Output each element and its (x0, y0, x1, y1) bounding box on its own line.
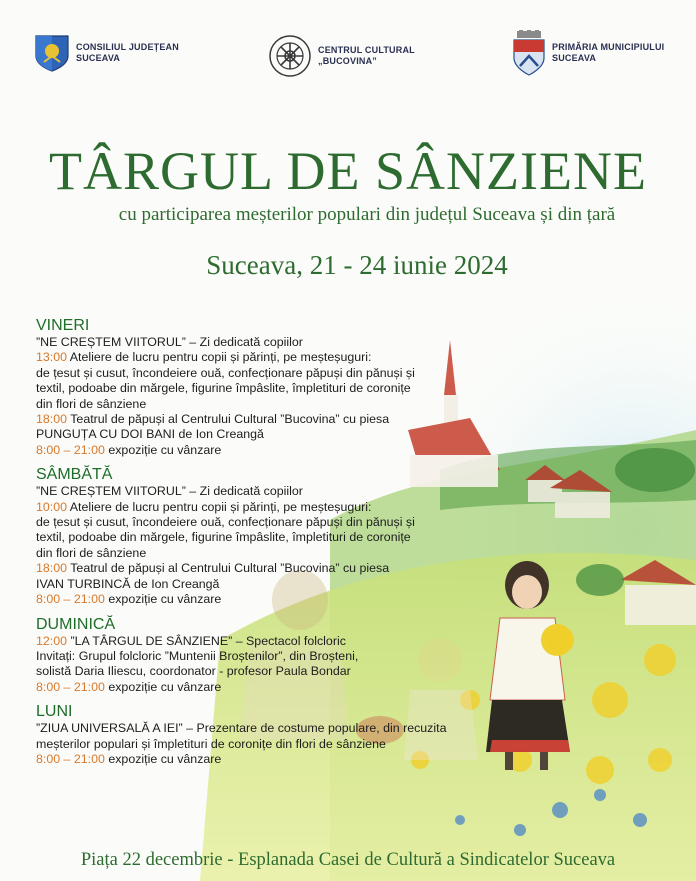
schedule (36, 316, 496, 767)
schedule-time: 13:00 (36, 350, 68, 365)
county-council-line1: CONSILIUL JUDEȚEAN (76, 42, 179, 52)
schedule-text: ”NE CREȘTEM VIITORUL” – Zi dedicată copiilor (36, 484, 303, 499)
schedule-line (36, 649, 496, 664)
schedule-line (36, 350, 496, 365)
schedule-day (36, 615, 496, 696)
schedule-day (36, 702, 496, 767)
schedule-text: meșterilor populari și împletituri de coronițe din flori de sânziene (36, 736, 386, 751)
schedule-time: 18:00 (36, 561, 68, 576)
schedule-line (36, 397, 496, 412)
schedule-text: de țesut și cusut, încondeiere ouă, confecționare păpuși din pănuși și (36, 515, 415, 530)
event-location: Piața 22 decembrie - Esplanada Casei de Cultură a Sindicatelor Suceava (80, 850, 616, 870)
day-name: DUMINICĂ (36, 615, 116, 633)
schedule-line (36, 500, 496, 515)
schedule-text: ”NE CREȘTEM VIITORUL” – Zi dedicată copiilor (36, 335, 303, 349)
schedule-time: 12:00 (36, 633, 68, 648)
county-council-logo (34, 34, 179, 72)
schedule-line (36, 680, 496, 695)
schedule-text: Ateliere de lucru pentru copii și părinți, pe meșteșuguri: (67, 350, 372, 365)
city-hall-line1: PRIMĂRIA MUNICIPIULUI (552, 42, 665, 52)
city-hall-logo (512, 30, 664, 76)
cultural-center-line1: CENTRUL CULTURAL (318, 45, 415, 55)
schedule-text: PUNGUȚA CU DOI BANI de Ion Creangă (36, 427, 264, 442)
schedule-text: Teatrul de păpuși al Centrului Cultural ”Bucovina” cu piesa (67, 412, 390, 427)
schedule-line (36, 381, 496, 396)
schedule-text: textil, podoabe din mărgele, figurine împâslite, împletituri de coronițe (36, 530, 411, 545)
page-title: TÂRGUL DE SÂNZIENE (49, 141, 647, 201)
schedule-line (36, 664, 496, 679)
schedule-text: IVAN TURBINCĂ de Ion Creangă (36, 576, 220, 591)
day-name: VINERI (36, 317, 90, 334)
schedule-line (36, 427, 496, 442)
day-name: SÂMBĂTĂ (36, 466, 113, 484)
schedule-line (36, 335, 496, 350)
county-crest-icon (34, 34, 70, 72)
schedule-line (36, 592, 496, 607)
schedule-text: expoziție cu vânzare (104, 751, 222, 766)
schedule-time: 10:00 (36, 499, 68, 514)
schedule-line (36, 443, 496, 458)
schedule-text: expoziție cu vânzare (104, 442, 222, 457)
schedule-text: Invitați: Grupul folcloric ”Muntenii Broștenilor”, din Broșteni, (36, 648, 359, 663)
schedule-line (36, 634, 496, 649)
schedule-text: Ateliere de lucru pentru copii și părinți, pe meșteșuguri: (67, 499, 372, 514)
schedule-line (36, 530, 496, 545)
schedule-text: textil, podoabe din mărgele, figurine împâslite, împletituri de coronițe (36, 381, 411, 396)
schedule-line (36, 577, 496, 592)
schedule-line (36, 484, 496, 499)
cultural-center-emblem-icon (268, 34, 312, 78)
day-name: LUNI (36, 703, 73, 721)
event-subtitle: cu participarea meșterilor populari din județul Suceava și din țară (118, 204, 616, 225)
schedule-text: ”LA TÂRGUL DE SÂNZIENE” – Spectacol folcloric (67, 633, 346, 648)
schedule-time: 8:00 – 21:00 (36, 592, 105, 607)
schedule-day (36, 465, 496, 607)
cultural-center-logo (268, 34, 415, 78)
schedule-text: din flori de sânziene (36, 545, 147, 560)
city-crest-icon (512, 30, 546, 76)
schedule-day (36, 316, 496, 458)
schedule-text: Teatrul de păpuși al Centrului Cultural ”Bucovina” cu piesa (67, 561, 390, 576)
schedule-time: 8:00 – 21:00 (36, 751, 105, 766)
schedule-text: de țesut și cusut, încondeiere ouă, confecționare păpuși din pănuși și (36, 365, 415, 380)
schedule-text: din flori de sânziene (36, 396, 147, 411)
schedule-line (36, 737, 496, 752)
schedule-text: solistă Daria Iliescu, coordonator - profesor Paula Bondar (36, 664, 351, 679)
schedule-text: expoziție cu vânzare (104, 592, 222, 607)
schedule-time: 8:00 – 21:00 (36, 679, 105, 694)
schedule-line (36, 561, 496, 576)
schedule-line (36, 366, 496, 381)
schedule-line (36, 752, 496, 767)
schedule-text: expoziție cu vânzare (104, 679, 222, 694)
schedule-line (36, 515, 496, 530)
schedule-time: 8:00 – 21:00 (36, 442, 105, 457)
city-hall-line2: SUCEAVA (552, 53, 597, 63)
county-council-line2: SUCEAVA (76, 53, 121, 63)
schedule-line (36, 546, 496, 561)
schedule-line (36, 721, 496, 736)
schedule-time: 18:00 (36, 412, 68, 427)
cultural-center-line2: „BUCOVINA” (318, 56, 378, 66)
schedule-line (36, 412, 496, 427)
schedule-text: ”ZIUA UNIVERSALĂ A IEI” – Prezentare de costume populare, din recuzita (36, 721, 447, 736)
event-date: Suceava, 21 - 24 iunie 2024 (206, 250, 508, 280)
